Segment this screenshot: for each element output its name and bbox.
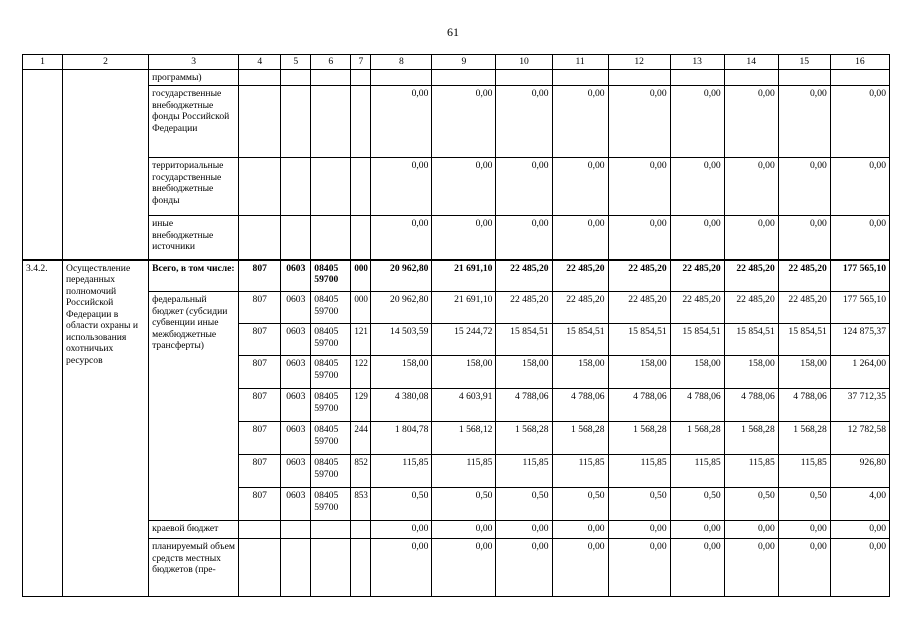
value-cell: 20 962,80 [371, 260, 432, 292]
value-cell: 4,00 [830, 488, 889, 521]
source-label: краевой бюджет [149, 521, 239, 539]
empty-cell [239, 158, 281, 216]
grbs-code: 807 [239, 260, 281, 292]
empty-cell [432, 69, 496, 86]
csr-code: 08405 59700 [311, 389, 351, 422]
rzpr-code: 0603 [281, 356, 311, 389]
value-cell: 22 485,20 [670, 292, 724, 324]
empty-cell [311, 86, 351, 158]
value-cell: 926,80 [830, 455, 889, 488]
value-cell: 20 962,80 [371, 292, 432, 324]
rzpr-code: 0603 [281, 292, 311, 324]
value-cell: 4 788,06 [724, 389, 778, 422]
value-cell: 0,00 [371, 539, 432, 597]
source-label: иные внебюджетные источники [149, 216, 239, 260]
empty-cell [23, 216, 63, 260]
value-cell: 115,85 [670, 455, 724, 488]
budget-table [22, 54, 890, 597]
empty-cell [63, 216, 149, 260]
empty-cell [552, 69, 608, 86]
table-row [23, 260, 890, 292]
value-cell: 4 788,06 [778, 389, 830, 422]
value-cell: 0,00 [371, 158, 432, 216]
value-cell: 1 568,28 [608, 422, 670, 455]
empty-cell [351, 539, 371, 597]
table-row [23, 539, 890, 597]
header-row [23, 55, 890, 70]
vr-code: 000 [351, 260, 371, 292]
csr-code: 08405 59700 [311, 422, 351, 455]
empty-cell [311, 69, 351, 86]
value-cell: 115,85 [371, 455, 432, 488]
page-number: 61 [447, 25, 459, 39]
column-header: 15 [778, 55, 830, 70]
value-cell: 15 244,72 [432, 324, 496, 356]
value-cell: 0,00 [552, 521, 608, 539]
value-cell: 115,85 [552, 455, 608, 488]
csr-code: 08405 59700 [311, 260, 351, 292]
value-cell: 21 691,10 [432, 292, 496, 324]
value-cell: 22 485,20 [608, 292, 670, 324]
value-cell: 1 264,00 [830, 356, 889, 389]
value-cell: 22 485,20 [608, 260, 670, 292]
empty-cell [281, 86, 311, 158]
value-cell: 177 565,10 [830, 260, 889, 292]
empty-cell [371, 69, 432, 86]
csr-code: 08405 59700 [311, 356, 351, 389]
value-cell: 158,00 [432, 356, 496, 389]
empty-cell [311, 521, 351, 539]
empty-cell [724, 69, 778, 86]
vr-code: 244 [351, 422, 371, 455]
value-cell: 0,00 [724, 216, 778, 260]
value-cell: 15 854,51 [608, 324, 670, 356]
value-cell: 0,00 [496, 521, 552, 539]
value-cell: 0,00 [670, 158, 724, 216]
csr-code: 08405 59700 [311, 488, 351, 521]
rzpr-code: 0603 [281, 488, 311, 521]
source-label: планируемый объем средств местных бюджетов (пре- [149, 539, 239, 597]
section-name: Осуществление переданных полномочий Российской Федерации в области охраны и использования охотничьих ресурсов [63, 260, 149, 597]
column-header: 5 [281, 55, 311, 70]
value-cell: 0,00 [608, 521, 670, 539]
column-header: 1 [23, 55, 63, 70]
value-cell: 0,00 [778, 216, 830, 260]
vr-code: 000 [351, 292, 371, 324]
empty-cell [351, 521, 371, 539]
value-cell: 1 568,28 [552, 422, 608, 455]
value-cell: 0,00 [670, 521, 724, 539]
value-cell: 0,00 [670, 86, 724, 158]
value-cell: 1 568,28 [670, 422, 724, 455]
value-cell: 15 854,51 [670, 324, 724, 356]
value-cell: 15 854,51 [496, 324, 552, 356]
value-cell: 0,00 [724, 521, 778, 539]
value-cell: 115,85 [724, 455, 778, 488]
empty-cell [23, 158, 63, 216]
rzpr-code: 0603 [281, 389, 311, 422]
value-cell: 0,00 [371, 521, 432, 539]
column-header: 4 [239, 55, 281, 70]
value-cell: 158,00 [724, 356, 778, 389]
value-cell: 1 568,28 [778, 422, 830, 455]
empty-cell [239, 521, 281, 539]
value-cell: 0,00 [608, 216, 670, 260]
value-cell: 0,00 [724, 86, 778, 158]
empty-cell [778, 69, 830, 86]
value-cell: 0,00 [778, 86, 830, 158]
empty-cell [351, 158, 371, 216]
column-header: 8 [371, 55, 432, 70]
source-label: программы) [149, 69, 239, 86]
value-cell: 115,85 [432, 455, 496, 488]
column-header: 6 [311, 55, 351, 70]
value-cell: 0,00 [432, 539, 496, 597]
value-cell: 22 485,20 [670, 260, 724, 292]
value-cell: 158,00 [670, 356, 724, 389]
value-cell: 0,50 [670, 488, 724, 521]
column-header: 7 [351, 55, 371, 70]
value-cell: 0,00 [552, 86, 608, 158]
grbs-code: 807 [239, 488, 281, 521]
value-cell: 22 485,20 [778, 292, 830, 324]
table-row [23, 69, 890, 86]
value-cell: 0,00 [778, 521, 830, 539]
grbs-code: 807 [239, 389, 281, 422]
value-cell: 0,00 [830, 539, 889, 597]
empty-cell [281, 539, 311, 597]
value-cell: 22 485,20 [552, 292, 608, 324]
value-cell: 115,85 [608, 455, 670, 488]
value-cell: 22 485,20 [724, 292, 778, 324]
value-cell: 158,00 [778, 356, 830, 389]
table-row [23, 292, 890, 324]
value-cell: 0,00 [830, 158, 889, 216]
value-cell: 158,00 [371, 356, 432, 389]
empty-cell [63, 86, 149, 158]
source-label: государственные внебюджетные фонды Российской Федерации [149, 86, 239, 158]
vr-code: 122 [351, 356, 371, 389]
value-cell: 4 380,08 [371, 389, 432, 422]
value-cell: 1 568,12 [432, 422, 496, 455]
value-cell: 4 788,06 [496, 389, 552, 422]
grbs-code: 807 [239, 422, 281, 455]
grbs-code: 807 [239, 356, 281, 389]
value-cell: 4 788,06 [670, 389, 724, 422]
table-row [23, 86, 890, 158]
rzpr-code: 0603 [281, 422, 311, 455]
csr-code: 08405 59700 [311, 324, 351, 356]
value-cell: 0,00 [724, 539, 778, 597]
value-cell: 0,00 [608, 86, 670, 158]
empty-cell [281, 158, 311, 216]
value-cell: 177 565,10 [830, 292, 889, 324]
value-cell: 0,00 [778, 158, 830, 216]
value-cell: 0,50 [778, 488, 830, 521]
value-cell: 0,50 [371, 488, 432, 521]
column-header: 10 [496, 55, 552, 70]
value-cell: 0,00 [371, 86, 432, 158]
column-header: 3 [149, 55, 239, 70]
empty-cell [608, 69, 670, 86]
value-cell: 158,00 [496, 356, 552, 389]
rzpr-code: 0603 [281, 455, 311, 488]
value-cell: 15 854,51 [778, 324, 830, 356]
value-cell: 22 485,20 [724, 260, 778, 292]
table-row [23, 216, 890, 260]
value-cell: 1 804,78 [371, 422, 432, 455]
column-header: 13 [670, 55, 724, 70]
value-cell: 0,00 [432, 86, 496, 158]
value-cell: 0,00 [496, 539, 552, 597]
column-header: 2 [63, 55, 149, 70]
value-cell: 22 485,20 [496, 292, 552, 324]
value-cell: 0,00 [552, 158, 608, 216]
value-cell: 0,50 [552, 488, 608, 521]
empty-cell [281, 521, 311, 539]
value-cell: 0,00 [432, 158, 496, 216]
empty-cell [670, 69, 724, 86]
value-cell: 0,00 [552, 216, 608, 260]
value-cell: 0,00 [778, 539, 830, 597]
empty-cell [239, 86, 281, 158]
empty-cell [351, 86, 371, 158]
column-header: 11 [552, 55, 608, 70]
grbs-code: 807 [239, 455, 281, 488]
vr-code: 853 [351, 488, 371, 521]
value-cell: 0,00 [670, 216, 724, 260]
csr-code: 08405 59700 [311, 292, 351, 324]
value-cell: 0,00 [608, 158, 670, 216]
empty-cell [496, 69, 552, 86]
empty-cell [63, 69, 149, 86]
value-cell: 0,00 [670, 539, 724, 597]
empty-cell [239, 69, 281, 86]
value-cell: 4 788,06 [552, 389, 608, 422]
value-cell: 158,00 [552, 356, 608, 389]
value-cell: 22 485,20 [552, 260, 608, 292]
source-label: территориальные государственные внебюджетные фонды [149, 158, 239, 216]
value-cell: 0,50 [432, 488, 496, 521]
grbs-code: 807 [239, 324, 281, 356]
value-cell: 4 788,06 [608, 389, 670, 422]
value-cell: 0,00 [830, 86, 889, 158]
value-cell: 0,00 [432, 216, 496, 260]
value-cell: 0,00 [432, 521, 496, 539]
value-cell: 15 854,51 [552, 324, 608, 356]
value-cell: 0,50 [608, 488, 670, 521]
section-code: 3.4.2. [23, 260, 63, 597]
empty-cell [23, 86, 63, 158]
value-cell: 0,00 [830, 521, 889, 539]
empty-cell [351, 69, 371, 86]
empty-cell [239, 539, 281, 597]
value-cell: 158,00 [608, 356, 670, 389]
vr-code: 852 [351, 455, 371, 488]
table-row [23, 521, 890, 539]
vr-code: 129 [351, 389, 371, 422]
rzpr-code: 0603 [281, 260, 311, 292]
csr-code: 08405 59700 [311, 455, 351, 488]
column-header: 12 [608, 55, 670, 70]
column-header: 14 [724, 55, 778, 70]
value-cell: 4 603,91 [432, 389, 496, 422]
empty-cell [63, 158, 149, 216]
federal-label: федеральный бюджет (субсидии субвенции иные межбюджетные трансферты) [149, 292, 239, 521]
empty-cell [351, 216, 371, 260]
empty-cell [23, 69, 63, 86]
empty-cell [281, 216, 311, 260]
value-cell: 12 782,58 [830, 422, 889, 455]
value-cell: 0,00 [496, 216, 552, 260]
value-cell: 0,00 [724, 158, 778, 216]
rzpr-code: 0603 [281, 324, 311, 356]
column-header: 9 [432, 55, 496, 70]
value-cell: 0,00 [608, 539, 670, 597]
column-header: 16 [830, 55, 889, 70]
value-cell: 14 503,59 [371, 324, 432, 356]
value-cell: 0,00 [496, 86, 552, 158]
value-cell: 21 691,10 [432, 260, 496, 292]
value-cell: 15 854,51 [724, 324, 778, 356]
value-cell: 115,85 [778, 455, 830, 488]
value-cell: 124 875,37 [830, 324, 889, 356]
grbs-code: 807 [239, 292, 281, 324]
value-cell: 22 485,20 [778, 260, 830, 292]
value-cell: 0,00 [371, 216, 432, 260]
empty-cell [311, 158, 351, 216]
empty-cell [281, 69, 311, 86]
empty-cell [311, 539, 351, 597]
vr-code: 121 [351, 324, 371, 356]
value-cell: 0,00 [496, 158, 552, 216]
value-cell: 0,00 [552, 539, 608, 597]
value-cell: 1 568,28 [496, 422, 552, 455]
total-label: Всего, в том числе: [149, 260, 239, 292]
empty-cell [311, 216, 351, 260]
table-row [23, 158, 890, 216]
value-cell: 1 568,28 [724, 422, 778, 455]
value-cell: 37 712,35 [830, 389, 889, 422]
value-cell: 22 485,20 [496, 260, 552, 292]
empty-cell [830, 69, 889, 86]
empty-cell [239, 216, 281, 260]
value-cell: 0,50 [496, 488, 552, 521]
value-cell: 0,00 [830, 216, 889, 260]
value-cell: 0,50 [724, 488, 778, 521]
value-cell: 115,85 [496, 455, 552, 488]
